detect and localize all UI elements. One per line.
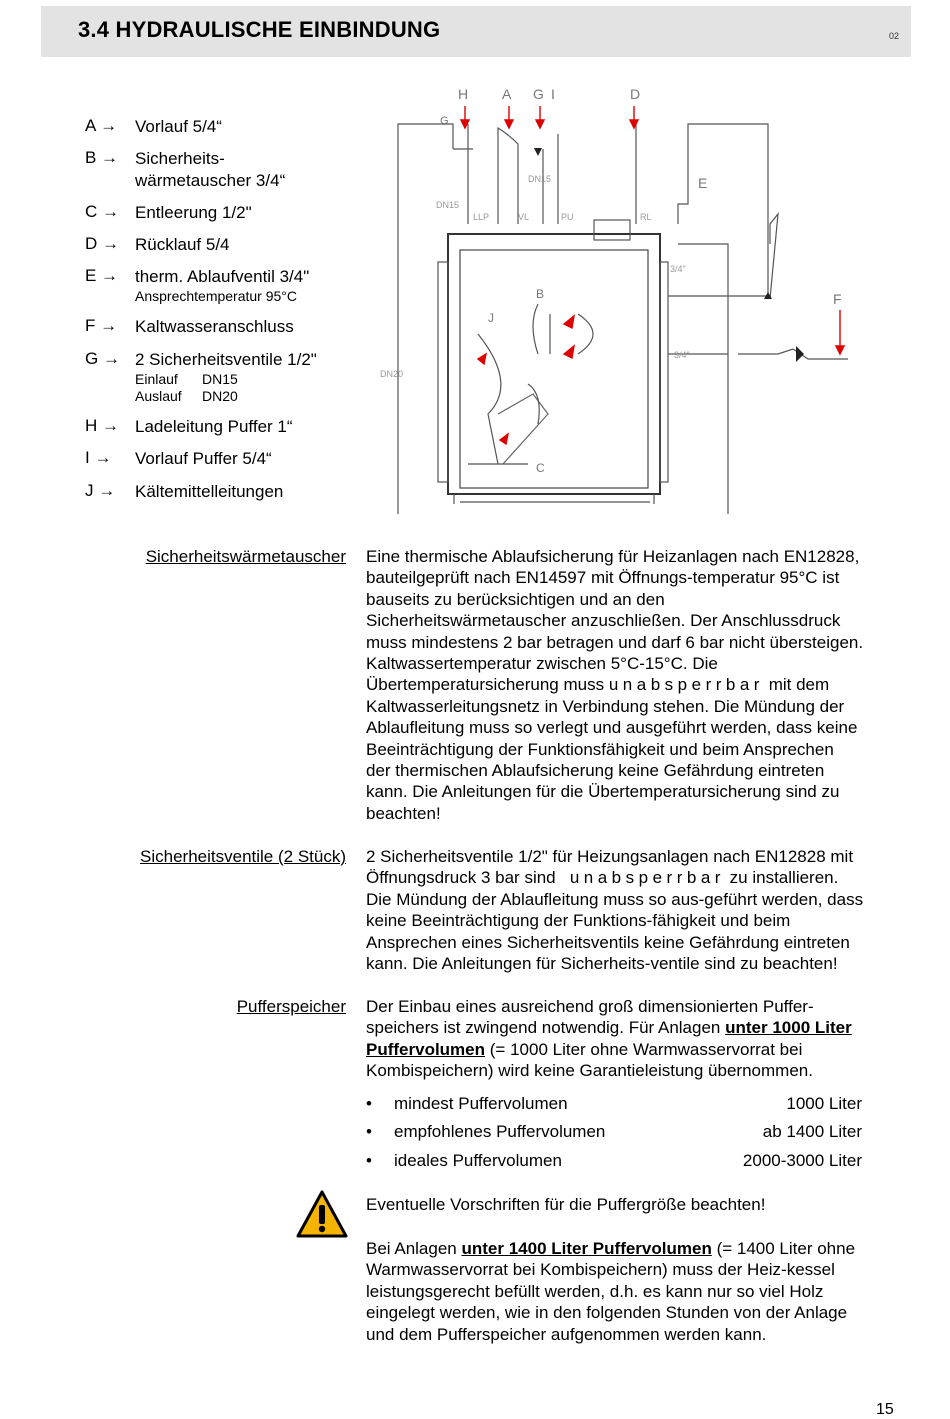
list-item: • ideales Puffervolumen 2000-3000 Liter (366, 1151, 862, 1170)
legend-text: Rücklauf 5/4 (135, 235, 230, 254)
legend-key: H → (85, 416, 119, 435)
label-g-small: G (440, 115, 449, 127)
legend-key: E → (85, 266, 119, 285)
legend-text: Vorlauf Puffer 5/4“ (135, 449, 272, 468)
legend-key: F → (85, 316, 118, 335)
paragraph-sv: 2 Sicherheitsventile 1/2" für Heizungsanlagen nach EN12828 mit Öffnungsdruck 3 bar sind unabsperrbar zu installieren. Die Mündung der Ablaufleitung muss so aus-geführt werden, dass keine Beeinträchtigung der Funktions-fähigkeit und beim Ansprechen eines Sicherheitsventils keine Gefährdung eintreten kann. Die Anleitungen für Sicherheits-ventile sind zu beachten! (366, 847, 864, 974)
legend-key: I → (85, 448, 112, 467)
label-b: B (536, 287, 545, 301)
legend-text: Kaltwasseranschluss (135, 317, 294, 336)
legend-subtext: Auslauf DN20 (135, 388, 238, 404)
legend-text: Vorlauf 5/4“ (135, 117, 222, 136)
label-three-quarter-1: 3/4" (670, 264, 686, 274)
legend-key: B → (85, 148, 119, 167)
section-label-sv: Sicherheitsventile (2 Stück) (140, 847, 346, 866)
label-dn20: DN20 (380, 369, 404, 379)
legend-key: G → (85, 349, 120, 368)
legend-text: wärmetauscher 3/4“ (135, 171, 286, 190)
warning-icon (296, 1190, 348, 1238)
legend-text: Entleerung 1/2" (135, 203, 252, 222)
label-h: H (458, 86, 469, 102)
label-dn15-b: DN15 (436, 200, 460, 210)
legend-key: C → (85, 202, 119, 221)
list-item: • mindest Puffervolumen 1000 Liter (366, 1094, 862, 1113)
page-number: 15 (876, 1401, 894, 1418)
label-j: J (488, 311, 494, 325)
legend-text: 2 Sicherheitsventile 1/2" (135, 350, 317, 369)
legend-key: J → (85, 481, 116, 500)
label-dn15-a: DN15 (528, 174, 552, 184)
label-g: G (533, 86, 544, 102)
label-rl: RL (640, 212, 652, 222)
page-header (41, 6, 911, 57)
legend-subtext: Einlauf DN15 (135, 371, 238, 387)
paragraph-ps: Der Einbau eines ausreichend groß dimensionierten Puffer- speichers ist zwingend notwendig. Für Anlagen unter 1000 Liter Puffervolumen (= 1000 Liter ohne Warmwasservorrat bei Kombispeichern) wird keine Garantieleistung übernommen. (366, 997, 852, 1081)
label-pu: PU (561, 212, 574, 222)
legend-text: Sicherheits- (135, 149, 225, 168)
buffer-note: Eventuelle Vorschriften für die Puffergröße beachten! (366, 1195, 766, 1214)
legend-subtext: Ansprechtemperatur 95°C (135, 288, 298, 304)
hydraulic-diagram (378, 84, 878, 520)
label-e: E (698, 175, 708, 191)
legend-key: A → (85, 116, 118, 135)
list-item: • empfohlenes Puffervolumen ab 1400 Liter (366, 1122, 862, 1141)
legend-text: Ladeleitung Puffer 1“ (135, 417, 293, 436)
label-f: F (833, 291, 842, 307)
paragraph-final: Bei Anlagen unter 1400 Liter Puffervolumen (= 1400 Liter ohne Warmwasservorrat bei Kombispeichern) muss der Heiz-kessel leistungsgerecht befüllt werden, d.h. es kann nur so viel Holz eingelegt werden, wie in den folgenden Stunden von der Anlage und dem Pufferspeicher aufgenommen werden kann. (366, 1239, 856, 1344)
label-vl: VL (518, 212, 530, 222)
section-label-swt: Sicherheitswärmetauscher (145, 547, 346, 566)
legend-key: D → (85, 234, 119, 253)
paragraph-swt: Eine thermische Ablaufsicherung für Heizanlagen nach EN12828, bauteilgeprüft nach EN14597 mit Öffnungs-temperatur 95°C ist bauseits zu berücksichtigen und an den Sicherheitswärmetauscher anzuschließen. Der Anschlussdruck muss mindestens 2 bar betragen und darf 6 bar nicht übersteigen. Kaltwassertemperatur zwischen 5°C-15°C. Die Übertemperatursicherung muss unabsperrbar mit dem Kaltwasserleitungsnetz in Verbindung stehen. Die Mündung der Ablaufleitung muss so verlegt und ausgeführt werden, dass keine Beeinträchtigung der Funktionsfähigkeit und beim Ansprechen der thermischen Ablaufsicherung keine Gefährdung eintreten kann. Die Anleitungen für die Übertemperatursicherung sind zu beachten! (366, 547, 864, 823)
label-a: A (502, 86, 512, 102)
label-d: D (630, 86, 641, 102)
section-label-ps: Pufferspeicher (236, 997, 346, 1016)
label-llp: LLP (473, 212, 490, 222)
label-i: I (551, 86, 555, 102)
legend-text: Kältemittelleitungen (135, 482, 284, 501)
label-c: C (536, 461, 545, 475)
legend-text: therm. Ablaufventil 3/4" (135, 267, 310, 286)
section-title: 3.4 HYDRAULISCHE EINBINDUNG (78, 17, 441, 42)
label-three-quarter-2: 3/4" (674, 350, 690, 360)
revision-number: 02 (888, 31, 899, 41)
